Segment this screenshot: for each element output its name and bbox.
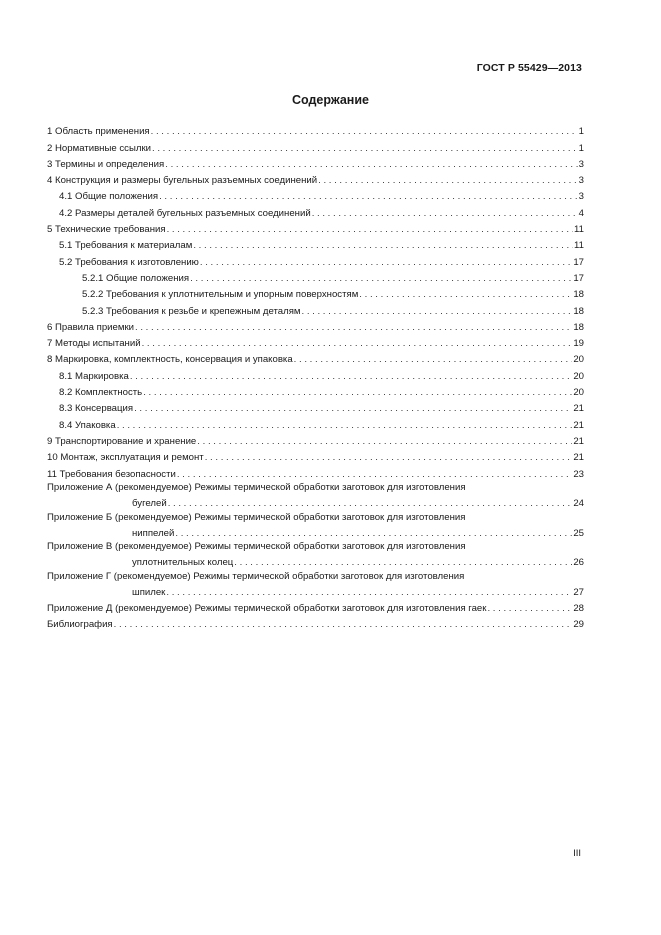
toc-entry-appendix-d[interactable] <box>47 598 584 615</box>
toc-entry-page: 20 <box>573 387 584 399</box>
leader-dots <box>168 498 573 509</box>
toc-entry[interactable] <box>47 414 584 430</box>
toc-entry-page: 18 <box>573 321 584 333</box>
toc-entry-label: 5.1 Требования к материалам <box>59 240 193 252</box>
toc-entry-page: 21 <box>573 452 584 464</box>
toc-entry-page: 3 <box>578 158 584 170</box>
toc-entry-label-continued: уплотнительных колец <box>132 557 234 569</box>
toc-entry-page: 18 <box>573 289 584 301</box>
toc-entry-label: 8.1 Маркировка <box>59 370 129 382</box>
leader-dots <box>205 452 573 463</box>
toc-entry-label: 8.4 Упаковка <box>59 419 116 431</box>
toc-entry-bibliography[interactable] <box>47 614 584 630</box>
leader-dots <box>301 306 572 317</box>
leader-dots <box>487 603 572 614</box>
toc-entry-label: 4 Конструкция и размеры бугельных разъемных соединений <box>47 175 318 187</box>
toc-entry[interactable] <box>47 447 584 463</box>
document-code: ГОСТ Р 55429—2013 <box>476 62 582 74</box>
toc-entry-page: 21 <box>573 435 584 447</box>
leader-dots <box>234 557 572 568</box>
toc-title: Содержание <box>291 93 369 107</box>
toc-entry-page: 29 <box>573 619 584 631</box>
leader-dots <box>200 257 572 268</box>
toc-entry-label: Приложение Д (рекомендуемое) Режимы термической обработки заготовок для изготовления гаек <box>47 603 487 615</box>
toc-entry-label: 2 Нормативные ссылки <box>47 142 152 154</box>
leader-dots <box>318 175 578 186</box>
toc-entry[interactable] <box>47 154 584 170</box>
toc-entry-appendix-b[interactable] <box>47 509 584 539</box>
leader-dots <box>167 224 573 235</box>
toc-entry-label: 8.2 Комплектность <box>59 387 143 399</box>
toc-entry-label: 10 Монтаж, эксплуатация и ремонт <box>47 452 204 464</box>
toc-entry-label: 5.2.2 Требования к уплотнительным и упорным поверхностям <box>82 289 359 301</box>
toc-entry-appendix-g[interactable] <box>47 568 584 598</box>
toc-entry-label: 3 Термины и определения <box>47 158 165 170</box>
toc-entry-label: 5.2.1 Общие положения <box>82 272 190 284</box>
toc-entry-page: 26 <box>573 557 584 569</box>
toc-entry[interactable] <box>47 219 584 235</box>
leader-dots <box>193 240 573 251</box>
toc-entry[interactable] <box>47 170 584 186</box>
toc-entry-page: 11 <box>574 240 584 252</box>
toc-entry-page: 23 <box>573 468 584 480</box>
toc-entry[interactable] <box>47 235 584 251</box>
leader-dots <box>175 528 572 539</box>
toc-entry-page: 20 <box>573 354 584 366</box>
toc-entry-label: 7 Методы испытаний <box>47 338 141 350</box>
toc-entry-page: 21 <box>573 403 584 415</box>
toc-entry-label: Приложение А (рекомендуемое) Режимы термической обработки заготовок для изготовления <box>47 482 466 494</box>
leader-dots <box>151 126 578 137</box>
leader-dots <box>143 387 572 398</box>
toc-entry[interactable] <box>47 137 584 153</box>
toc-entry[interactable] <box>47 251 584 267</box>
leader-dots <box>117 420 573 431</box>
toc-entry-label-continued: бугелей <box>132 498 167 510</box>
toc-entry-page: 1 <box>578 126 584 138</box>
toc-entry-page: 11 <box>574 224 584 236</box>
toc-entry-page: 28 <box>573 603 584 615</box>
toc-entry[interactable] <box>47 186 584 202</box>
toc-entry-label-continued: ниппелей <box>132 527 175 539</box>
toc-entry[interactable] <box>47 431 584 447</box>
toc-entry-label: 5 Технические требования <box>47 224 166 236</box>
toc-entry-page: 27 <box>573 586 584 598</box>
toc-entry-label: 9 Транспортирование и хранение <box>47 435 197 447</box>
leader-dots <box>159 191 578 202</box>
toc-entry-label: Приложение В (рекомендуемое) Режимы термической обработки заготовок для изготовления <box>47 541 466 553</box>
leader-dots <box>190 273 572 284</box>
toc-entry[interactable] <box>47 398 584 414</box>
toc-entry-page: 25 <box>573 527 584 539</box>
leader-dots <box>197 436 572 447</box>
table-of-contents <box>47 121 584 630</box>
toc-entry[interactable] <box>47 202 584 218</box>
toc-entry-label: 8 Маркировка, комплектность, консервация и упаковка <box>47 354 293 366</box>
toc-entry[interactable] <box>47 317 584 333</box>
toc-entry-page: 21 <box>573 419 584 431</box>
toc-entry-page: 17 <box>573 256 584 268</box>
leader-dots <box>312 208 578 219</box>
toc-entry-label: 8.3 Консервация <box>59 403 134 415</box>
toc-entry-label: Приложение Г (рекомендуемое) Режимы термической обработки заготовок для изготовления <box>47 570 465 582</box>
toc-entry[interactable] <box>47 300 584 316</box>
toc-entry[interactable] <box>47 365 584 381</box>
toc-entry[interactable] <box>47 333 584 349</box>
toc-entry-page: 3 <box>578 175 584 187</box>
toc-entry[interactable] <box>47 349 584 365</box>
toc-entry[interactable] <box>47 382 584 398</box>
toc-entry-page: 18 <box>573 305 584 317</box>
toc-entry-label: 11 Требования безопасности <box>47 468 176 480</box>
toc-entry-page: 17 <box>573 272 584 284</box>
toc-entry-page: 20 <box>573 370 584 382</box>
toc-entry-label: 1 Область применения <box>47 126 150 138</box>
leader-dots <box>152 143 578 154</box>
leader-dots <box>359 289 572 300</box>
toc-entry-appendix-v[interactable] <box>47 539 584 569</box>
toc-entry-label: 5.2 Требования к изготовлению <box>59 256 199 268</box>
toc-entry-page: 4 <box>578 207 584 219</box>
toc-entry[interactable] <box>47 121 584 137</box>
toc-entry[interactable] <box>47 284 584 300</box>
toc-entry-page: 3 <box>578 191 584 203</box>
toc-entry-appendix-a[interactable] <box>47 480 584 510</box>
toc-entry-label: 5.2.3 Требования к резьбе и крепежным деталям <box>82 305 301 317</box>
leader-dots <box>134 403 572 414</box>
toc-entry-label-continued: шпилек <box>132 586 166 598</box>
leader-dots <box>177 469 572 480</box>
leader-dots <box>165 159 577 170</box>
toc-entry-label: Приложение Б (рекомендуемое) Режимы термической обработки заготовок для изготовления <box>47 511 466 523</box>
toc-entry-label: 6 Правила приемки <box>47 321 134 333</box>
leader-dots <box>130 371 572 382</box>
toc-entry-page: 19 <box>573 338 584 350</box>
leader-dots <box>142 338 573 349</box>
toc-entry-label: 4.1 Общие положения <box>59 191 159 203</box>
toc-entry-page: 24 <box>573 498 584 510</box>
leader-dots <box>166 587 572 598</box>
toc-entry-page: 1 <box>578 142 584 154</box>
toc-entry-label: Библиография <box>47 619 113 631</box>
leader-dots <box>114 619 573 630</box>
page-number: III <box>573 848 581 859</box>
leader-dots <box>135 322 572 333</box>
toc-entry[interactable] <box>47 463 584 479</box>
toc-entry-label: 4.2 Размеры деталей бугельных разъемных соединений <box>59 207 311 219</box>
leader-dots <box>294 354 573 365</box>
toc-entry[interactable] <box>47 268 584 284</box>
